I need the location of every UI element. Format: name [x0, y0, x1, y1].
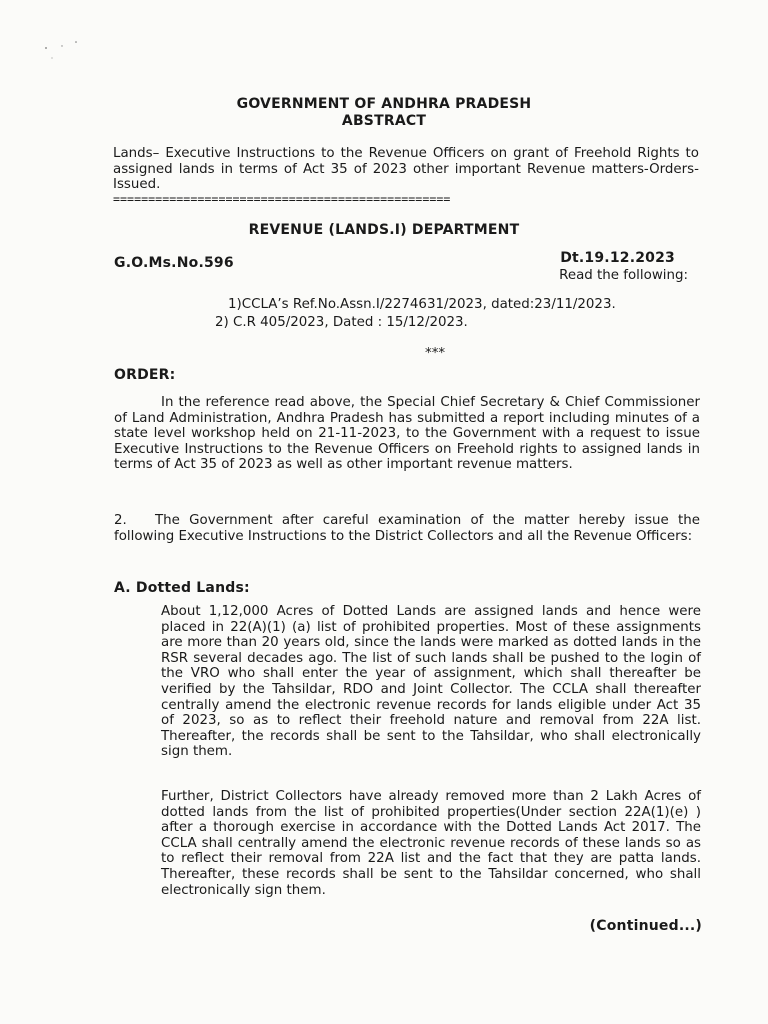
- section-a-paragraph-2: Further, District Collectors have already removed more than 2 Lakh Acres of dotted lands from the list of prohibited properties(Under section 22A(1)(e) ) after a thorough exercise in accordance with the Dotted Lands Act 2017. The CCLA shall centrally amend the electronic revenue records of these lands so as to reflect their removal from 22A list and the fact that they are patta lands. Thereafter, these records shall be sent to the Tahsildar concerned, who shall electronically sign them.: [161, 789, 701, 898]
- paragraph-2-number: 2.: [114, 513, 127, 528]
- section-a-heading: A. Dotted Lands:: [114, 580, 250, 596]
- section-a-paragraph-1: About 1,12,000 Acres of Dotted Lands are assigned lands and hence were placed in 22(A)(1) (a) list of prohibited properties. Most of these assignments are more than 20 years old, since the lands were marked as dotted lands in the RSR several decades ago. The list of such lands shall be pushed to the login of the VRO who shall enter the year of assignment, which shall thereafter be verified by the Tahsildar, RDO and Joint Collector. The CCLA shall thereafter centrally amend the electronic revenue records for lands eligible under Act 35 of 2023, so as to reflect their freehold nature and removal from 22A list. Thereafter, the records shall be sent to the Tahsildar, who shall electronically sign them.: [161, 604, 701, 760]
- go-number: G.O.Ms.No.596: [114, 255, 234, 271]
- subject-text: Lands– Executive Instructions to the Revenue Officers on grant of Freehold Rights to assigned lands in terms of Act 35 of 2023 other important Revenue matters-Orders-Issued.: [113, 146, 699, 193]
- paragraph-2: The Government after careful examination of the matter hereby issue the following Executive Instructions to the District Collectors and all the Revenue Officers:: [114, 513, 700, 544]
- order-date: Dt.19.12.2023: [560, 250, 675, 266]
- scan-specks: [40, 38, 90, 68]
- department-title: REVENUE (LANDS.I) DEPARTMENT: [248, 222, 520, 238]
- read-following: Read the following:: [559, 268, 688, 283]
- continued-label: (Continued...): [589, 918, 702, 934]
- paragraph-1: In the reference read above, the Special Chief Secretary & Chief Commissioner of Land Administration, Andhra Pradesh has submitted a report including minutes of a state level workshop held on 21-11-2023, to the Government with a request to issue Executive Instructions to the Revenue Officers on Freehold rights to assigned lands in terms of Act 35 of 2023 as well as other important revenue matters.: [114, 395, 700, 473]
- asterisk-divider: ***: [425, 346, 446, 361]
- abstract-title: ABSTRACT: [341, 113, 427, 129]
- reference-2: 2) C.R 405/2023, Dated : 15/12/2023.: [215, 315, 468, 330]
- separator-line: ================================================: [113, 192, 451, 206]
- government-title: GOVERNMENT OF ANDHRA PRADESH: [236, 96, 532, 112]
- reference-1: 1)CCLA’s Ref.No.Assn.I/2274631/2023, dated:23/11/2023.: [228, 297, 616, 312]
- order-heading: ORDER:: [114, 367, 176, 383]
